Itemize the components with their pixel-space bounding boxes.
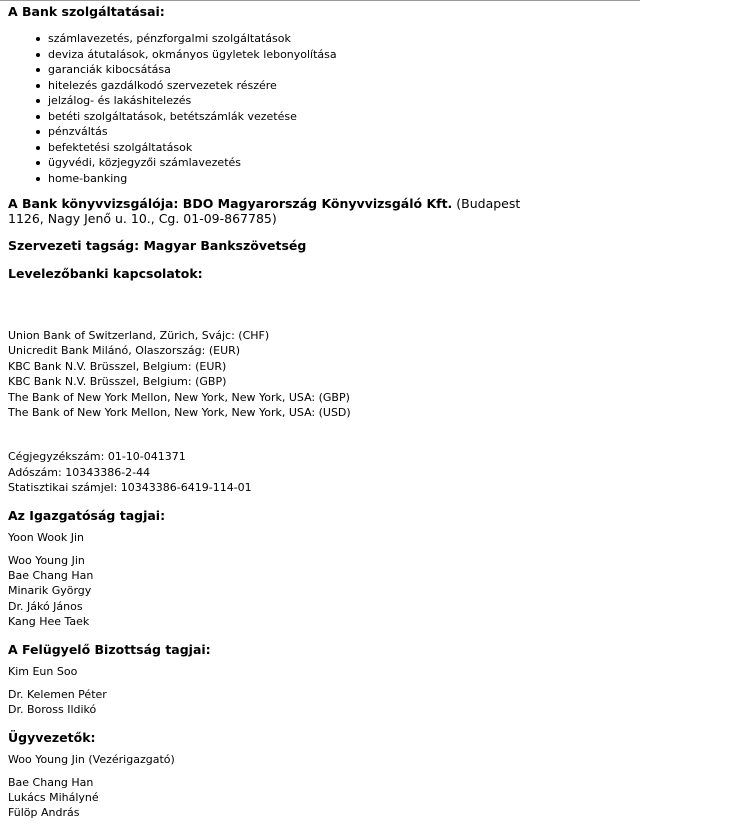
supervisory-heading: A Felügyelő Bizottság tagjai: xyxy=(8,641,211,657)
correspondent-item: Union Bank of Switzerland, Zürich, Svájc: (CHF) xyxy=(8,329,270,342)
service-item: befektetési szolgáltatások xyxy=(48,140,628,156)
service-item: garanciák kibocsátása xyxy=(48,62,628,78)
manager: Fülöp András xyxy=(8,806,80,820)
service-item: home-banking xyxy=(48,171,628,187)
service-item: számlavezetés, pénzforgalmi szolgáltatások xyxy=(48,31,628,47)
auditor-detail: (Budapest 1126, Nagy Jenő u. 10., Cg. 01-09-867785) xyxy=(8,196,521,226)
managers-list xyxy=(8,775,628,821)
statistical-number: Statisztikai számjel: 10343386-6419-114-01 xyxy=(8,481,252,495)
top-divider xyxy=(0,0,640,1)
tax-number: Adószám: 10343386-2-44 xyxy=(8,465,151,479)
service-item: jelzálog- és lakáshitelezés xyxy=(48,93,628,109)
managers-heading: Ügyvezetők: xyxy=(8,729,96,745)
services-list xyxy=(8,31,628,186)
board-members-list xyxy=(8,553,628,630)
supervisory-member: Dr. Boross Ildikó xyxy=(8,703,97,717)
board-member: Minarik György xyxy=(8,584,92,598)
service-item: deviza átutalások, okmányos ügyletek lebonyolítása xyxy=(48,47,628,63)
service-item: pénzváltás xyxy=(48,124,628,140)
board-heading: Az Igazgatóság tagjai: xyxy=(8,507,166,523)
company-registration-number: Cégjegyzékszám: 01-10-041371 xyxy=(8,450,186,464)
manager: Bae Chang Han xyxy=(8,775,94,789)
manager: Lukács Mihályné xyxy=(8,790,99,804)
correspondents-heading: Levelezőbanki kapcsolatok: xyxy=(8,266,203,281)
supervisory-chair: Kim Eun Soo xyxy=(8,664,78,678)
correspondents-list xyxy=(8,328,628,420)
board-member: Bae Chang Han xyxy=(8,569,94,583)
correspondent-item: The Bank of New York Mellon, New York, New York, USA: (USD) xyxy=(8,406,351,420)
board-chair: Yoon Wook Jin xyxy=(8,530,85,544)
auditor-info xyxy=(8,196,528,226)
board-member: Woo Young Jin xyxy=(8,553,85,567)
correspondent-item: KBC Bank N.V. Brüsszel, Belgium: (GBP) xyxy=(8,375,227,389)
supervisory-member: Dr. Kelemen Péter xyxy=(8,687,107,701)
bank-info-content xyxy=(8,4,628,821)
correspondent-item: The Bank of New York Mellon, New York, New York, USA: (GBP) xyxy=(8,390,350,404)
service-item: betéti szolgáltatások, betétszámlák vezetése xyxy=(48,109,628,125)
membership-heading: Szervezeti tagság: Magyar Bankszövetség xyxy=(8,238,307,253)
correspondent-item: Unicredit Bank Milánó, Olaszország: (EUR) xyxy=(8,344,241,358)
correspondent-item: KBC Bank N.V. Brüsszel, Belgium: (EUR) xyxy=(8,359,227,373)
registration-list xyxy=(8,449,628,495)
service-item: ügyvédi, közjegyzői számlavezetés xyxy=(48,155,628,171)
board-member: Kang Hee Taek xyxy=(8,615,90,629)
auditor-label: A Bank könyvvizsgálója: BDO Magyarország Könyvvizsgáló Kft. xyxy=(8,196,453,211)
board-member: Dr. Jákó János xyxy=(8,599,83,613)
services-heading: A Bank szolgáltatásai: xyxy=(8,4,165,19)
chief-executive: Woo Young Jin (Vezérigazgató) xyxy=(8,752,175,766)
supervisory-members-list xyxy=(8,687,628,718)
service-item: hitelezés gazdálkodó szervezetek részére xyxy=(48,78,628,94)
